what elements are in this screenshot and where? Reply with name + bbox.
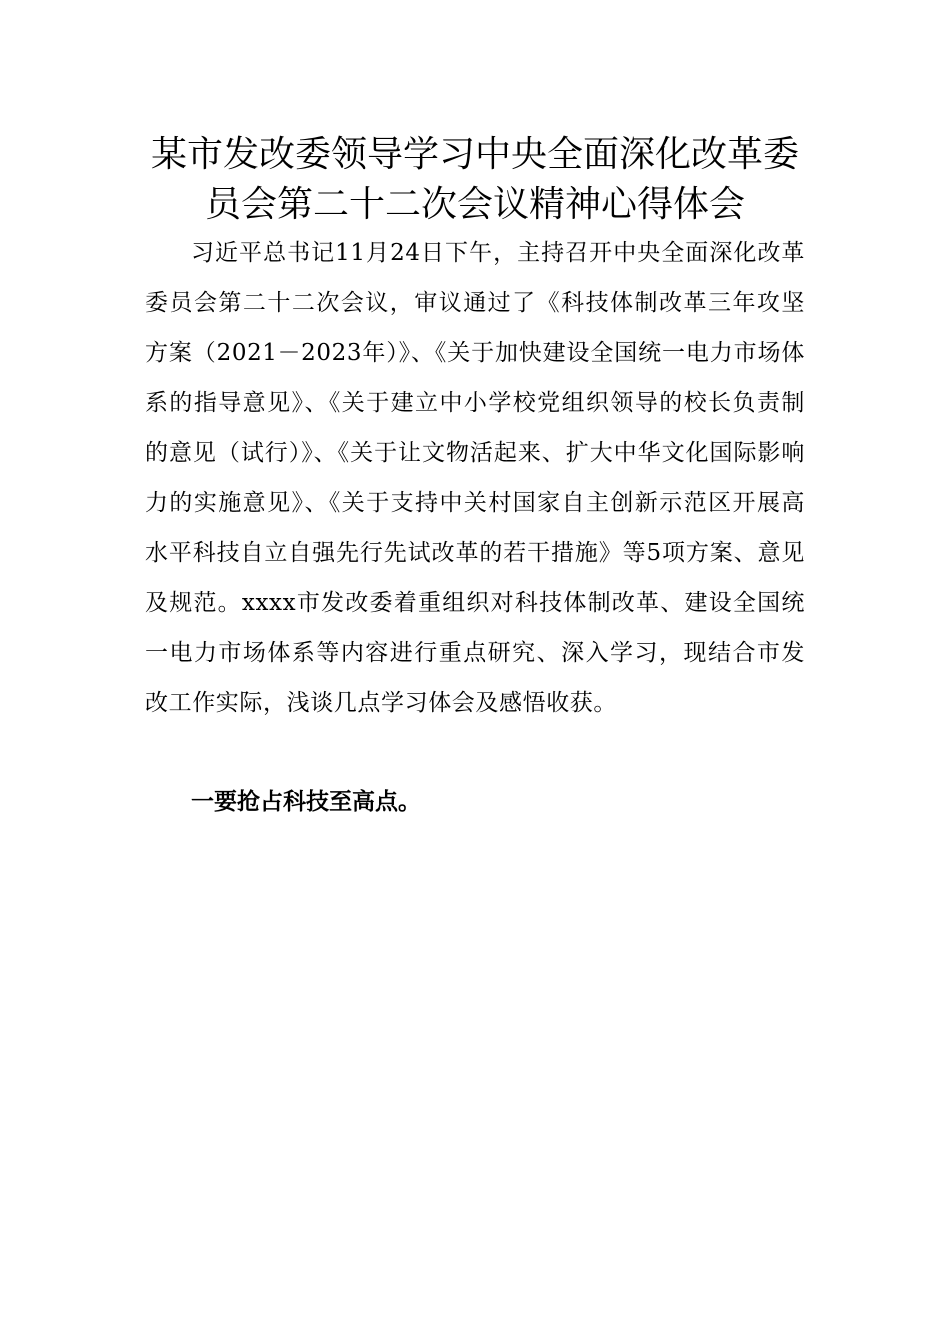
document-title: 某市发改委领导学习中央全面深化改革委员会第二十二次会议精神心得体会 [150,134,799,225]
section-heading: 一要抢占科技至高点。 [191,789,421,815]
body-paragraph: 习近平总书记11月24日下午，主持召开中央全面深化改革委员会第二十二次会议，审议通过了《科技体制改革三年攻坚方案（2021－2023年）》、《关于加快建设全国统一电力市场体系的指导意见》、《关于建立中小学校党组织领导的校长负责制的意见（试行）》、《关于让文物活起来、扩大中华文化国际影响力的实施意见》、《关于支持中关村国家自主创新示范区开展高水平科技自立自强先行先试改革的若干措施》等5项方案、意见及规范。xxxx市发改委着重组织对科技体制改革、建设全国统一电力市场体系等内容进行重点研究、深入学习，现结合市发改工作实际，浅谈几点学习体会及感悟收获。 [145,240,805,716]
